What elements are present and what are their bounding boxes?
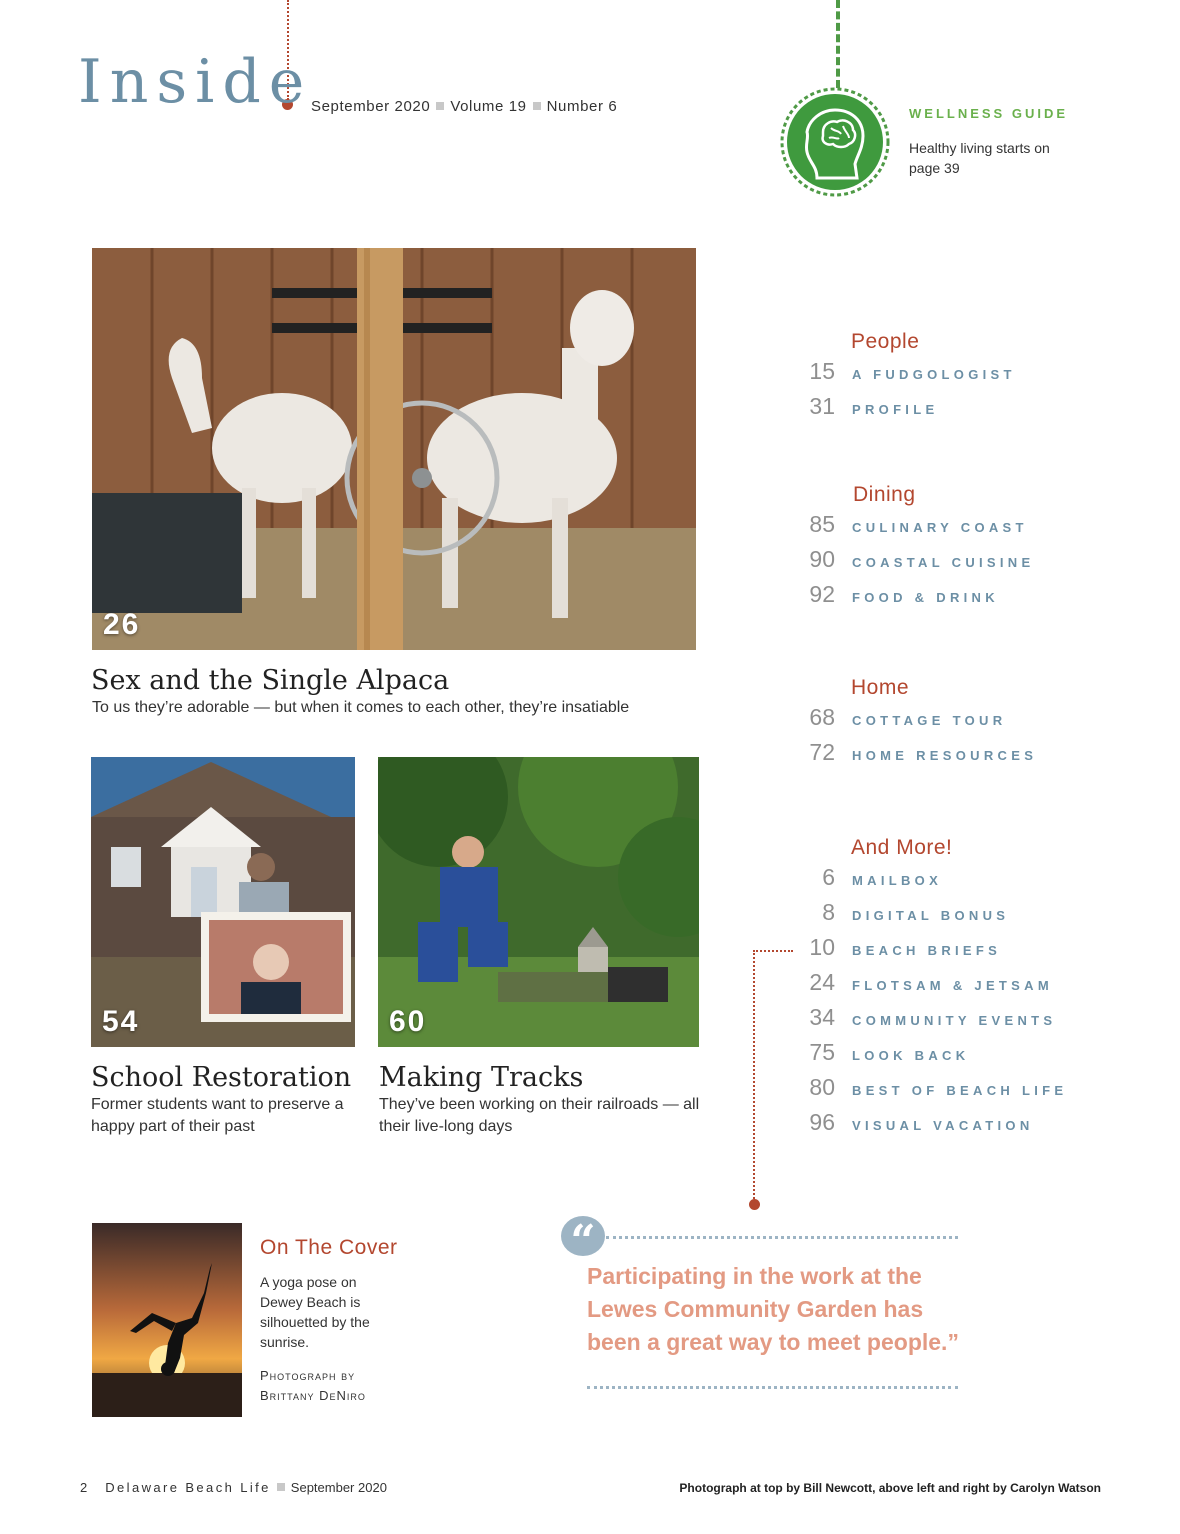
quote-mark-icon: “: [561, 1216, 605, 1256]
photo-credits: Photograph at top by Bill Newcott, above left and right by Carolyn Watson: [679, 1481, 1101, 1495]
issue-info: [311, 98, 617, 115]
school-photo[interactable]: [91, 757, 355, 1047]
toc-item[interactable]: [800, 971, 1080, 1006]
toc-home-heading: Home: [851, 676, 910, 699]
connector-dot: [749, 1199, 760, 1210]
issue-month: September 2020: [311, 98, 431, 115]
school-subtitle: Former students want to preserve a happy part of their past: [91, 1096, 344, 1135]
toc-item-page: 31: [809, 393, 835, 419]
toc-item-page: 80: [809, 1074, 835, 1100]
toc-item-label: LOOK BACK: [852, 1048, 970, 1063]
issue-number: Number 6: [546, 98, 618, 115]
toc-item-label: A FUDGOLOGIST: [852, 367, 1016, 382]
toc-item-label: DIGITAL BONUS: [852, 908, 1010, 923]
toc-item-label: COASTAL CUISINE: [852, 555, 1035, 570]
cover-heading: On The Cover: [260, 1236, 398, 1259]
toc-more-section: [800, 837, 1080, 1146]
toc-item[interactable]: [800, 1076, 1080, 1111]
cover-description: A yoga pose on Dewey Beach is silhouetted by the sunrise.: [260, 1274, 370, 1350]
toc-item-label: COMMUNITY EVENTS: [852, 1013, 1057, 1028]
feature-title[interactable]: Sex and the Single Alpaca: [91, 665, 450, 696]
connector-line: [753, 950, 793, 952]
toc-item-label: BEST OF BEACH LIFE: [852, 1083, 1068, 1098]
alpaca-photo[interactable]: [92, 248, 696, 650]
footer-date: September 2020: [290, 1480, 387, 1495]
cover-credit-line2: Brittany DeNiro: [260, 1388, 366, 1403]
toc-more-heading: And More!: [851, 836, 953, 859]
railroad-photo[interactable]: [378, 757, 699, 1047]
toc-item-page: 8: [822, 899, 835, 925]
toc-people-heading: People: [851, 330, 920, 353]
toc-item[interactable]: [800, 395, 1080, 430]
toc-dining-section: [800, 484, 1080, 618]
toc-item[interactable]: [800, 1111, 1080, 1146]
issue-volume: Volume 19: [450, 98, 527, 115]
toc-item-label: CULINARY COAST: [852, 520, 1028, 535]
toc-item[interactable]: [800, 513, 1080, 548]
cover-credit: [260, 1366, 420, 1406]
toc-dining-heading: Dining: [853, 483, 916, 506]
toc-item-label: COTTAGE TOUR: [852, 713, 1007, 728]
footer-magazine-name: Delaware Beach Life: [105, 1480, 271, 1495]
quote-divider-top: [606, 1236, 958, 1239]
toc-item-page: 75: [809, 1039, 835, 1065]
railroad-title[interactable]: Making Tracks: [379, 1062, 584, 1093]
toc-item[interactable]: [800, 1041, 1080, 1076]
railroad-page-number: 60: [389, 1005, 427, 1038]
toc-item-page: 85: [809, 511, 835, 537]
toc-item-page: 68: [809, 704, 835, 730]
toc-item-label: BEACH BRIEFS: [852, 943, 1002, 958]
pull-quote: Participating in the work at the Lewes Community Garden has been a great way to meet people.”: [587, 1263, 959, 1355]
feature-page-number: 26: [103, 608, 141, 641]
toc-item-label: VISUAL VACATION: [852, 1118, 1034, 1133]
head-brain-icon[interactable]: [779, 86, 891, 198]
separator-square: [277, 1483, 285, 1491]
cover-credit-line1: Photograph by: [260, 1368, 356, 1383]
toc-item-label: MAILBOX: [852, 873, 943, 888]
toc-home-section: [800, 677, 1080, 776]
toc-people-section: [800, 331, 1080, 430]
quote-divider-bottom: [587, 1386, 958, 1389]
footer-folio: [80, 1480, 387, 1495]
toc-item-label: HOME RESOURCES: [852, 748, 1038, 763]
toc-item[interactable]: [800, 706, 1080, 741]
toc-item-page: 72: [809, 739, 835, 765]
toc-item[interactable]: [800, 866, 1080, 901]
toc-item[interactable]: [800, 548, 1080, 583]
toc-item[interactable]: [800, 360, 1080, 395]
toc-item-page: 24: [809, 969, 835, 995]
railroad-subtitle: They’ve been working on their railroads — all their live-long days: [379, 1096, 700, 1135]
wellness-guide-text: Healthy living starts on page 39: [909, 140, 1050, 176]
toc-item-page: 15: [809, 358, 835, 384]
separator-square: [533, 102, 541, 110]
toc-item[interactable]: [800, 936, 1080, 971]
toc-item-label: PROFILE: [852, 402, 939, 417]
school-page-number: 54: [102, 1005, 140, 1038]
toc-item[interactable]: [800, 741, 1080, 776]
feature-subtitle: To us they’re adorable — but when it comes to each other, they’re insatiable: [92, 699, 630, 716]
wellness-dashed-stem: [836, 0, 840, 88]
toc-item-page: 90: [809, 546, 835, 572]
wellness-guide-heading: WELLNESS GUIDE: [909, 106, 1069, 121]
toc-item-page: 6: [822, 864, 835, 890]
toc-item[interactable]: [800, 1006, 1080, 1041]
toc-item[interactable]: [800, 583, 1080, 618]
school-title[interactable]: School Restoration: [91, 1062, 352, 1093]
separator-square: [436, 102, 444, 110]
toc-item-page: 34: [809, 1004, 835, 1030]
toc-item-page: 92: [809, 581, 835, 607]
toc-item-label: FLOTSAM & JETSAM: [852, 978, 1053, 993]
connector-line-vertical: [753, 950, 755, 1202]
toc-item-page: 10: [809, 934, 835, 960]
toc-item-page: 96: [809, 1109, 835, 1135]
page-title: Inside: [78, 47, 313, 117]
toc-item-label: FOOD & DRINK: [852, 590, 999, 605]
footer-page-number: 2: [80, 1480, 88, 1495]
toc-item[interactable]: [800, 901, 1080, 936]
cover-photo[interactable]: [92, 1223, 242, 1417]
